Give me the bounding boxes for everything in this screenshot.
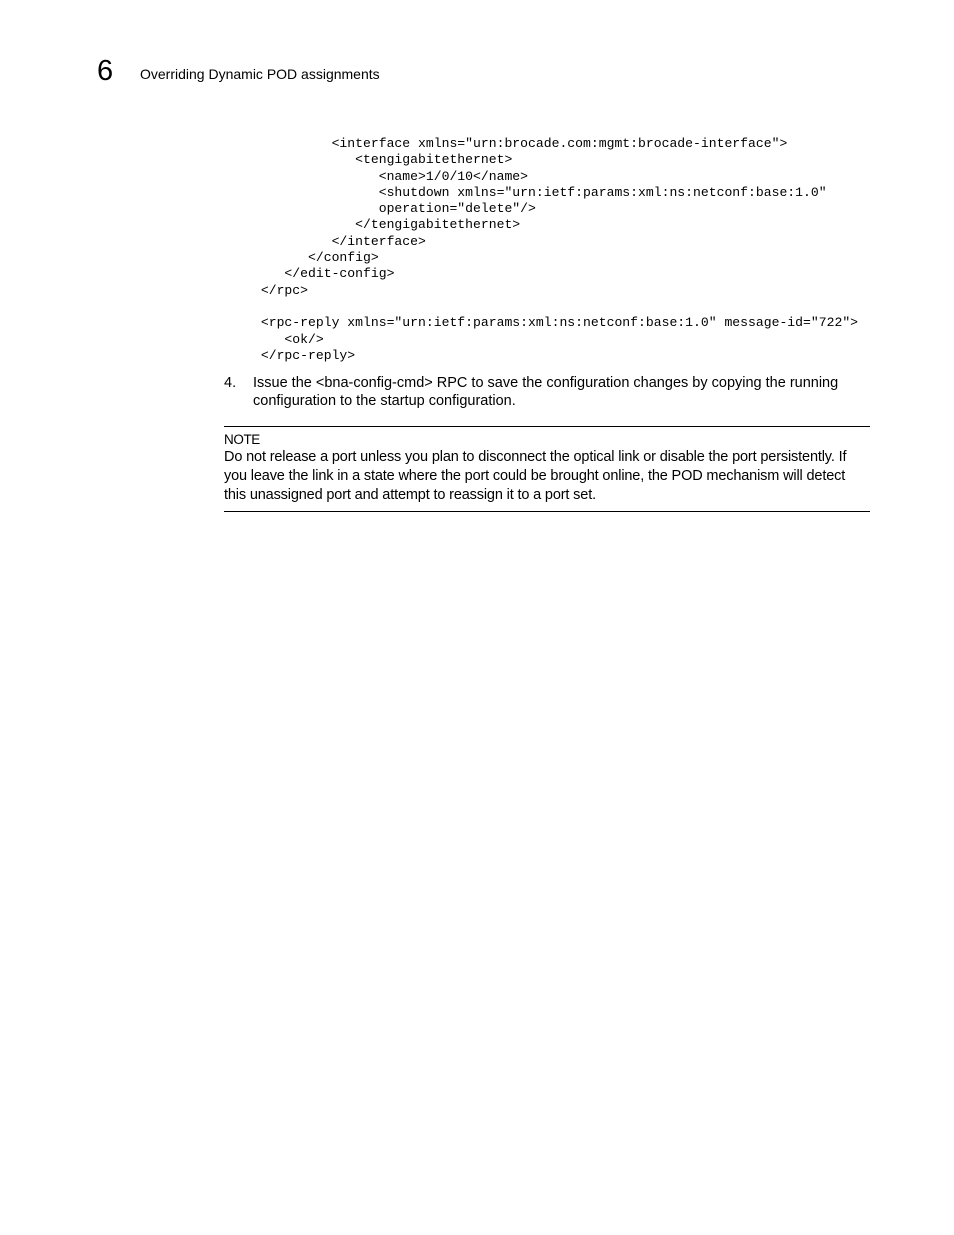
code-line: </tengigabitethernet> [253,217,521,233]
procedure-step [224,374,864,410]
chapter-number: 6 [97,55,114,87]
code-block [253,136,913,364]
code-line: <ok/> [253,331,324,347]
note-title: NOTE [224,432,260,447]
step-text: Issue the <bna-config-cmd> RPC to save the configuration changes by copying the running configuration to the startup configuration. [253,375,839,409]
code-line [253,299,913,315]
code-line: operation="delete"/> [253,201,536,217]
step-number: 4. [224,375,237,391]
code-line: </config> [253,250,379,266]
code-line: </rpc> [253,282,309,298]
running-header-title: Overriding Dynamic POD assignments [140,66,380,82]
code-line: <rpc-reply xmlns="urn:ietf:params:xml:ns:netconf:base:1.0" message-id="722"> [253,315,859,331]
code-line: </interface> [253,233,426,249]
code-line: </edit-config> [253,266,395,282]
note-text: Do not release a port unless you plan to disconnect the optical link or disable the port persistently. If you leave the link in a state where the port could be brought online, the POD mechanism will detect this unassigned port and attempt to reassign it to a port set. [224,449,847,503]
code-line: </rpc-reply> [253,347,356,363]
code-line: <shutdown xmlns="urn:ietf:params:xml:ns:netconf:base:1.0" [253,184,827,200]
code-line: <interface xmlns="urn:brocade.com:mgmt:brocade-interface"> [253,136,788,151]
code-line: <tengigabitethernet> [253,152,513,168]
note-box [224,426,870,512]
code-line: <name>1/0/10</name> [253,168,529,184]
